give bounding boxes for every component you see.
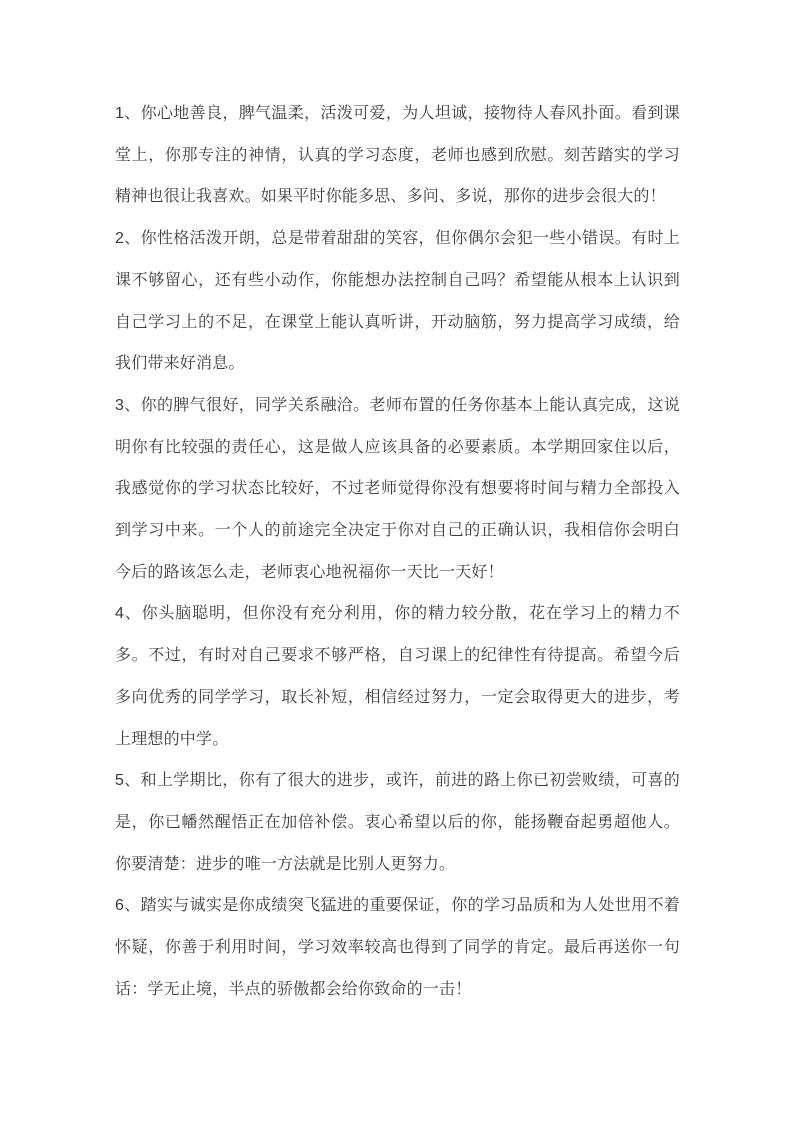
comment-paragraph-6: 6、踏实与诚实是你成绩突飞猛进的重要保证，你的学习品质和为人处世用不着怀疑，你善于利用时间，学习效率较高也得到了同学的肯定。最后再送你一句话：学无止境，半点的骄傲都会给你致命的一击！	[115, 897, 680, 998]
comment-paragraph-3: 3、你的脾气很好，同学关系融洽。老师布置的任务你基本上能认真完成，这说明你有比较强的责任心，这是做人应该具备的必要素质。本学期回家住以后，我感觉你的学习状态比较好，不过老师觉得你没有想要将时间与精力全部投入到学习中来。一个人的前途完全决定于你对自己的正确认识，我相信你会明白今后的路该怎么走，老师衷心地祝福你一天比一天好！	[115, 396, 680, 581]
comment-paragraph-1: 1、你心地善良，脾气温柔，活泼可爱，为人坦诚，接物待人春风扑面。看到课堂上，你那专注的神情，认真的学习态度，老师也感到欣慰。刻苦踏实的学习精神也很让我喜欢。如果平时你能多思、多问、多说，那你的进步会很大的！	[115, 105, 680, 206]
comment-paragraph-2: 2、你性格活泼开朗，总是带着甜甜的笑容，但你偶尔会犯一些小错误。有时上课不够留心，还有些小动作，你能想办法控制自己吗？希望能从根本上认识到自己学习上的不足，在课堂上能认真听讲，开动脑筋，努力提高学习成绩，给我们带来好消息。	[115, 230, 680, 373]
comment-paragraph-5: 5、和上学期比，你有了很大的进步，或许，前进的路上你已初尝败绩，可喜的是，你已幡然醒悟正在加倍补偿。衷心希望以后的你，能扬鞭奋起勇超他人。你要清楚：进步的唯一方法就是比别人更努力。	[115, 772, 680, 873]
document-body	[115, 93, 680, 1010]
comment-paragraph-4: 4、你头脑聪明，但你没有充分利用，你的精力较分散，花在学习上的精力不多。不过，有时对自己要求不够严格，自习课上的纪律性有待提高。希望今后多向优秀的同学学习，取长补短，相信经过努力，一定会取得更大的进步，考上理想的中学。	[115, 605, 680, 748]
